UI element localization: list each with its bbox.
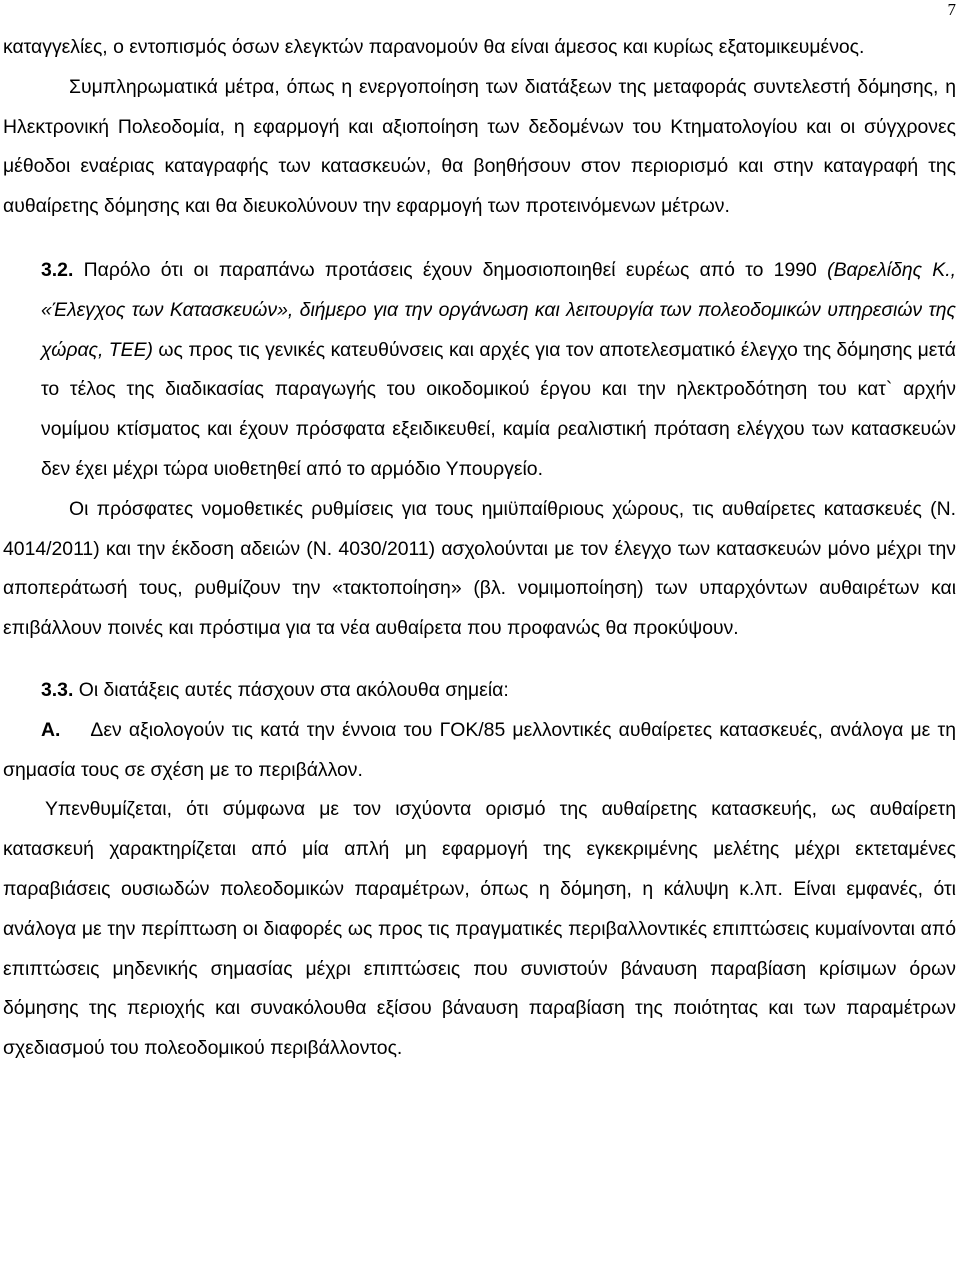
section-text: Δεν αξιολογούν τις κατά την έννοια του ΓΟΚ/85 μελλοντικές αυθαίρετες κατασκευές, ανάλογα με τη σημασία τους σε σχέση με το περιβάλλον. [3, 718, 956, 781]
section-3-2 [3, 251, 956, 490]
section-number: 3.3. [41, 678, 74, 701]
page-number: 7 [947, 0, 956, 19]
paragraph-6: Υπενθυμίζεται, ότι σύμφωνα με τον ισχύοντα ορισμό της αυθαίρετης κατασκευής, ως αυθαίρετη κατασκευή χαρακτηρίζεται από μία απλή μη εφαρμογή της εγκεκριμένης μελέτης μέχρι εκτεταμένες παραβιάσεις ουσιωδών πολεοδομικών παραμέτρων, όπως η δόμηση, η κάλυψη κ.λπ. Είναι εμφανές, ότι ανάλογα με την περίπτωση οι διαφορές ως προς τις πραγματικές περιβαλλοντικές επιπτώσεις κυμαίνονται από επιπτώσεις μηδενικής σημασίας μέχρι επιπτώσεις που συνιστούν βάναυση παραβίαση κρίσιμων όρων δόμησης της περιοχής και συνακόλουθα εξίσου βάναυση παραβίαση της ποιότητας και των παραμέτρων σχεδιασμού του πολεοδομικού περιβάλλοντος. [3, 798, 956, 1060]
citation: (Βαρελίδης Κ., «Έλεγχος των Κατασκευών», διήμερο για την οργάνωση και λειτουργία των πολεοδομικών υπηρεσιών της χώρας, ΤΕΕ) [41, 258, 956, 361]
paragraph-2: Συμπληρωματικά μέτρα, όπως η ενεργοποίηση των διατάξεων της μεταφοράς συντελεστή δόμησης, η Ηλεκτρονική Πολεοδομία, η εφαρμογή και αξιοποίηση των δεδομένων του Κτηματολογίου και οι σύγχρονες μέθοδοι εναέριας καταγραφής των κατασκευών, θα βοηθήσουν στον περιορισμό και στην καταγραφή της αυθαίρετης δόμησης και θα διευκολύνουν την εφαρμογή των προτεινόμενων μέτρων. [3, 75, 956, 218]
paragraph-1: καταγγελίες, ο εντοπισμός όσων ελεγκτών παρανομούν θα είναι άμεσος και κυρίως εξατομικευμένος. [3, 36, 865, 58]
section-text-cont: ως προς τις γενικές κατευθύνσεις και αρχές για τον αποτελεσματικό έλεγχο της δόμησης μετά το τέλος της διαδικασίας παραγωγής του οικοδομικού έργου και την ηλεκτροδότηση του κατ` αρχήν νομίμου κτίσματος και έχουν πρόσφατα εξειδικευθεί, καμία ρεαλιστική πρόταση ελέγχου των κατασκευών δεν έχει μέχρι τώρα υιοθετηθεί από το αρμόδιο Υπουργείο. [41, 338, 956, 480]
section-text: Παρόλο ότι οι παραπάνω προτάσεις έχουν δημοσιοποιηθεί ευρέως από το 1990 [73, 258, 828, 281]
section-a [3, 711, 956, 791]
section-letter: Α. [41, 718, 61, 741]
section-number: 3.2. [41, 258, 74, 281]
document-body [3, 28, 956, 1069]
section-3-3 [3, 671, 956, 711]
spacer [3, 227, 956, 251]
section-text: Οι διατάξεις αυτές πάσχουν στα ακόλουθα σημεία: [73, 678, 509, 701]
paragraph-4: Οι πρόσφατες νομοθετικές ρυθμίσεις για τους ημιϋπαίθριους χώρους, τις αυθαίρετες κατασκευές (Ν. 4014/2011) και την έκδοση αδειών (Ν. 4030/2011) ασχολούνται με τον έλεγχο των κατασκευών μόνο μέχρι την αποπεράτωσή τους, ρυθμίζουν την «τακτοποίηση» (βλ. νομιμοποίηση) των υπαρχόντων αυθαιρέτων και επιβάλλουν ποινές και πρόστιμα για τα νέα αυθαίρετα που προφανώς θα προκύψουν. [3, 497, 956, 640]
spacer [3, 649, 956, 671]
